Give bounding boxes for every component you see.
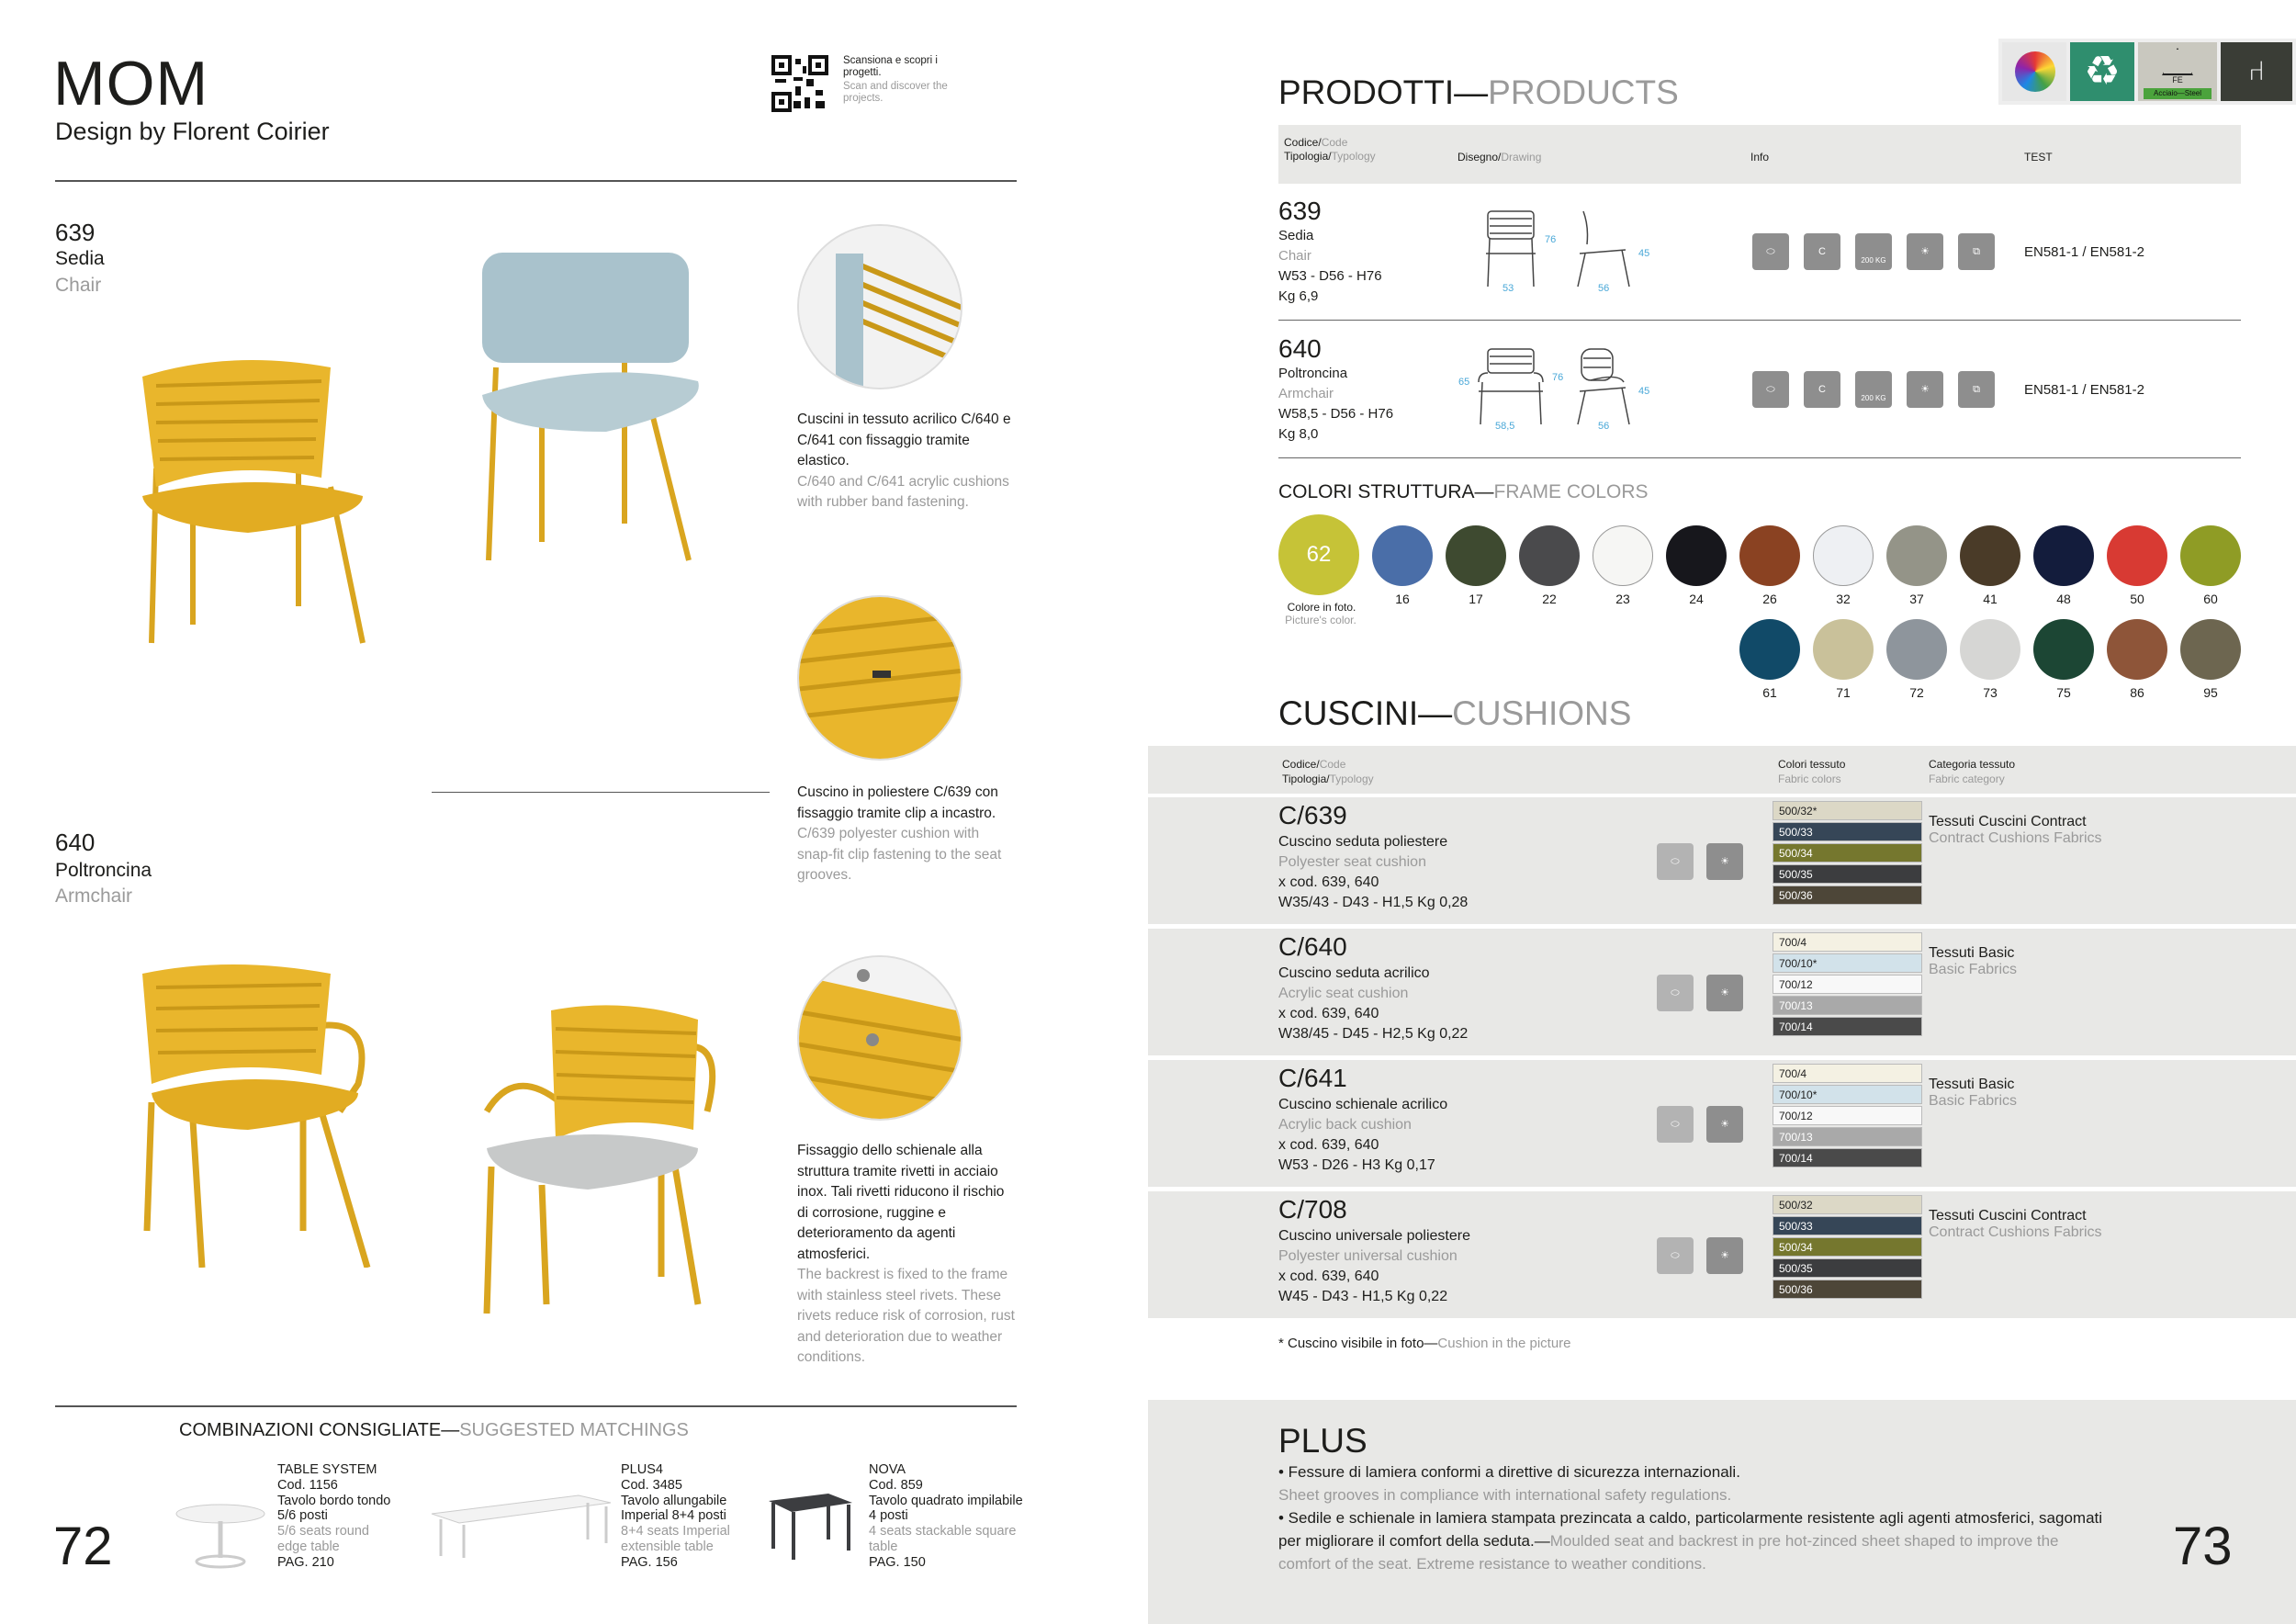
product-name-640-en: Armchair [55,885,133,907]
plus4-table-image [422,1486,615,1560]
qr-caption-it: Scansiona e scopri i progetti. [843,55,938,78]
fabric-swatch[interactable]: 500/34 [1773,843,1922,863]
h-typ-it: Tipologia/ [1284,150,1332,163]
m3-page: PAG. 150 [869,1554,926,1570]
plus1-en: Sheet grooves in compliance with international safety regulations. [1278,1486,1732,1504]
fabric-swatch[interactable]: 500/32 [1773,1195,1922,1214]
cushion-category: Tessuti Basic [1929,1077,2015,1092]
plus1-it: • Fessure di lamiera conformi a direttive di sicurezza internazionali. [1278,1463,1740,1481]
m2-en1: 8+4 seats Imperial [621,1524,730,1539]
weather-resistant-icon: ☀ [1706,1237,1743,1274]
cushion-for: x cod. 639, 640 [1278,874,1379,890]
cushion-code: C/708 [1278,1195,1347,1224]
ch-code-it: Codice/ [1282,758,1320,771]
cushion-en: Polyester universal cushion [1278,1248,1458,1264]
fabric-swatch[interactable]: 700/4 [1773,932,1922,952]
frame-color-label: 41 [1983,592,1998,606]
fabric-swatch[interactable]: 500/34 [1773,1237,1922,1257]
drawing-639-front [1480,208,1545,290]
row640-d3: 45 [1638,386,1650,397]
matching-en: SUGGESTED MATCHINGS [459,1420,689,1440]
cushion-code: C/639 [1278,801,1347,829]
weather-resistant-icon: ☀ [1706,975,1743,1011]
fabric-swatch[interactable]: 700/13 [1773,1127,1922,1146]
steel-label: Acciaio—Steel [2144,88,2212,99]
m2-code: Cod. 3485 [621,1477,682,1493]
cushion-row [1148,797,2296,924]
cushion-en: Acrylic seat cushion [1278,986,1409,1001]
footnote-en: Cushion in the picture [1437,1336,1571,1351]
cushion-row [1148,1060,2296,1187]
fabric-swatch[interactable]: 700/14 [1773,1148,1922,1167]
frame-color-label: 60 [2203,592,2218,606]
frame-colors-heading [1278,481,1649,503]
frame-color-label: 23 [1615,592,1630,606]
cushion-it: Cuscino seduta poliestere [1278,834,1448,850]
detail-rivets-image [797,955,962,1121]
plus-title: PLUS [1278,1422,1367,1460]
row640-it: Poltroncina [1278,366,1348,381]
cushion-dims: W45 - D43 - H1,5 Kg 0,22 [1278,1289,1448,1304]
m3-name: NOVA [869,1462,906,1477]
ch-code-en: Code [1319,758,1346,771]
recycle-icon: ♻ [2070,42,2134,101]
frame-color-swatch-48[interactable] [2033,525,2094,586]
weather-resistant-icon: ☀ [1907,371,1943,408]
cushion-icon: C [1804,233,1840,270]
row639-d1: 76 [1545,234,1557,245]
fabric-swatch[interactable]: 500/36 [1773,885,1922,905]
detail-clip-image [797,595,962,761]
frame-color-swatch-32[interactable] [1813,525,1874,586]
frame-color-label: 48 [2056,592,2071,606]
cushion-en: Polyester seat cushion [1278,854,1426,870]
nova-table-image [764,1488,856,1562]
frame-color-label: 24 [1689,592,1704,606]
footnote-it: * Cuscino visibile in foto— [1278,1336,1438,1351]
fabric-swatch[interactable]: 700/14 [1773,1017,1922,1036]
h-typ-en: Typology [1331,150,1376,163]
frame-color-swatch-75[interactable] [2033,619,2094,680]
match-nova[interactable] [869,1462,1023,1571]
frame-color-label: 75 [2056,685,2071,700]
fabric-swatch[interactable]: 500/33 [1773,822,1922,841]
frame-color-swatch-86[interactable] [2107,619,2167,680]
qr-caption-en: Scan and discover the projects. [843,81,948,104]
plus-text [1278,1460,2105,1575]
products-en: PRODUCTS [1488,73,1679,111]
photo-color-swatch[interactable] [1278,514,1359,595]
fabric-swatch[interactable]: 700/12 [1773,1106,1922,1125]
product-code-639: 639 [55,219,96,246]
ch-cat-it: Categoria tessuto [1929,758,2016,771]
ch-typ-en: Typology [1329,773,1374,785]
fe-label: FE [2172,75,2183,85]
m2-name: PLUS4 [621,1462,663,1477]
frame-color-swatch-61[interactable] [1739,619,1800,680]
cushion-it: Cuscino schienale acrilico [1278,1097,1448,1112]
cushions-en: CUSHIONS [1452,694,1632,732]
m1-en1: 5/6 seats round [277,1524,369,1539]
armchair-640-yellow-image [138,955,386,1268]
frame-color-swatch-22[interactable] [1519,525,1580,586]
row640-d1: 76 [1552,372,1564,383]
product-code-640: 640 [55,829,96,856]
cushion-category: Tessuti Basic [1929,945,2015,961]
frame-color-label: 86 [2130,685,2144,700]
m2-en2: extensible table [621,1539,714,1554]
m1-name: TABLE SYSTEM [277,1462,377,1477]
plus2-it: • Sedile e schienale in lamiera stampata prezincata a caldo, particolarmente resistente agli agenti atmosferici, sagomati per migliorare il comfort della seduta.— [1278,1509,2103,1550]
cushion-shape-icon: ⬭ [1657,1106,1694,1143]
m3-code: Cod. 859 [869,1477,923,1493]
cushion-it: Cuscino universale poliestere [1278,1228,1470,1244]
note1-en: C/640 and C/641 acrylic cushions with rubber band fastening. [797,473,1009,510]
product-row-639 [1278,193,2241,320]
frame-color-swatch-16[interactable] [1372,525,1433,586]
cushion-code: C/640 [1278,932,1347,961]
color-wheel-icon [2002,42,2066,101]
cushion-category-en: Contract Cushions Fabrics [1929,1224,2102,1240]
armchair-640-cushion-image [478,1001,726,1314]
frame-color-label: 17 [1469,592,1483,606]
frame-color-swatch-41[interactable] [1960,525,2020,586]
frame-color-label: 37 [1909,592,1924,606]
frame-color-label: 72 [1909,685,1924,700]
photo-color-caption-it: Colore in foto. [1287,601,1356,614]
cushion-shape-icon: ⬭ [1657,975,1694,1011]
cushion-shape-icon: ⬭ [1657,1237,1694,1274]
frame-color-swatch-73[interactable] [1960,619,2020,680]
seat-shape-icon: ⬭ [1752,371,1789,408]
ch-cat-en: Fabric category [1929,773,2005,785]
steel-recycling-icon [2138,42,2217,101]
fabric-swatch[interactable]: 700/4 [1773,1064,1922,1083]
table-system-image [174,1497,266,1571]
frame-color-label: 26 [1762,592,1777,606]
row639-d2: 53 [1503,283,1514,294]
row639-load: 200 KG [1861,256,1886,265]
m1-desc1: Tavolo bordo tondo [277,1493,391,1508]
cushion-footnote [1278,1336,1571,1351]
note2-en: C/639 polyester cushion with snap-fit clip fastening to the seat grooves. [797,826,1002,883]
fabric-swatch[interactable]: 700/10* [1773,1085,1922,1104]
matching-it: COMBINAZIONI CONSIGLIATE— [179,1420,460,1440]
product-row-640 [1278,331,2241,457]
product-name-640: Poltroncina [55,860,152,881]
colors-en: FRAME COLORS [1493,481,1649,502]
note-cushion-elastic [797,410,1018,513]
note3-en: The backrest is fixed to the frame with stainless steel rivets. These rivets reduce risk of corrosion, rust and deterioration due to weather conditions. [797,1267,1015,1365]
row639-kg: Kg 6,9 [1278,288,1319,304]
note-clip [797,783,1018,886]
plus2-en: Moulded seat and backrest in pre hot-zinced sheet shaped to improve the comfort of the seat. Extreme resistance to weather conditions. [1278,1532,2059,1573]
frame-color-label: 71 [1836,685,1851,700]
frame-color-label: 22 [1542,592,1557,606]
m2-page: PAG. 156 [621,1554,678,1570]
fabric-swatch[interactable]: 500/33 [1773,1216,1922,1235]
weather-resistant-icon: ☀ [1706,1106,1743,1143]
frame-color-label: 95 [2203,685,2218,700]
ch-typ-it: Tipologia/ [1282,773,1330,785]
fabric-swatch[interactable]: 700/13 [1773,996,1922,1015]
product-name-639-en: Chair [55,275,102,296]
header-rule [55,180,1017,182]
frame-color-swatch-37[interactable] [1886,525,1947,586]
frame-color-swatch-72[interactable] [1886,619,1947,680]
cushion-row [1148,1191,2296,1318]
row640-code: 640 [1278,334,1322,363]
h-draw-en: Drawing [1501,151,1542,164]
load-200kg-icon [1855,233,1892,270]
note-rivets [797,1141,1018,1369]
cushion-dims: W35/43 - D43 - H1,5 Kg 0,28 [1278,895,1469,910]
matching-heading [179,1420,689,1441]
ch-fab-en: Fabric colors [1778,773,1841,785]
products-it: PRODOTTI— [1278,73,1489,111]
cushion-category-en: Basic Fabrics [1929,962,2018,977]
fabric-swatch[interactable]: 700/10* [1773,953,1922,973]
m1-en2: edge table [277,1539,340,1554]
colors-it: COLORI STRUTTURA— [1278,481,1494,502]
brand-title: MOM [53,49,209,118]
page-number-right: 73 [2173,1517,2233,1576]
frame-color-label: 16 [1395,592,1410,606]
photo-color-code: 62 [1306,542,1332,567]
frame-color-swatch-23[interactable] [1593,525,1653,586]
m2-desc1: Tavolo allungabile [621,1493,727,1508]
chair-639-cushion-image [478,248,707,570]
cushion-dims: W38/45 - D45 - H2,5 Kg 0,22 [1278,1026,1469,1042]
drawing-640-side [1572,345,1637,428]
m1-desc2: 5/6 posti [277,1508,328,1524]
match-plus4[interactable] [621,1462,730,1571]
products-table-header [1278,125,2241,184]
h-code-it: Codice/ [1284,136,1322,149]
drawing-640-front [1475,345,1548,428]
m2-desc2: Imperial 8+4 posti [621,1508,726,1524]
cushion-shape-icon: ⬭ [1657,843,1694,880]
weather-resistant-icon: ☀ [1907,233,1943,270]
products-heading [1278,73,1679,112]
note3-it: Fissaggio dello schienale alla struttura tramite rivetti in acciaio inox. Tali rivetti riducono il rischio di corrosione, ruggine e deterioramento da agenti atmosferici. [797,1143,1005,1262]
match-table-system[interactable] [277,1462,390,1571]
note1-it: Cuscini in tessuto acrilico C/640 e C/641 con fissaggio tramite elastico. [797,412,1011,468]
cushion-icon: C [1804,371,1840,408]
row640-dims: W58,5 - D56 - H76 [1278,406,1394,422]
row639-it: Sedia [1278,228,1314,243]
row-rule-2 [1278,457,2241,458]
fabric-swatch[interactable]: 500/32* [1773,801,1922,820]
stackable-icon: ⧉ [1958,371,1995,408]
stackable-icon: ⧉ [1958,233,1995,270]
frame-color-label: 32 [1836,592,1851,606]
frame-color-label: 73 [1983,685,1998,700]
seat-shape-icon: ⬭ [1752,233,1789,270]
cushions-heading [1278,694,1631,733]
badges [1998,39,2296,105]
frame-color-swatch-95[interactable] [2180,619,2241,680]
cushions-table-header [1148,746,2296,794]
row639-test: EN581-1 / EN581-2 [2024,244,2144,260]
cushion-category: Tessuti Cuscini Contract [1929,1208,2087,1224]
cushion-en: Acrylic back cushion [1278,1117,1412,1133]
product-name-639: Sedia [55,248,105,269]
row640-test: EN581-1 / EN581-2 [2024,382,2144,398]
chair-type-icon: ⑁ [2221,42,2292,101]
fabric-swatch[interactable]: 500/35 [1773,1258,1922,1278]
cushion-for: x cod. 639, 640 [1278,1006,1379,1021]
frame-color-swatch-71[interactable] [1813,619,1874,680]
ch-fab-it: Colori tessuto [1778,758,1846,771]
row-rule-1 [1278,320,2241,321]
cushion-code: C/641 [1278,1064,1347,1092]
row640-d2: 58,5 [1495,421,1515,432]
row640-load: 200 KG [1861,394,1886,402]
note2-it: Cuscino in poliestere C/639 con fissaggio tramite clip a incastro. [797,784,998,821]
frame-color-label: 61 [1762,685,1777,700]
row640-kg: Kg 8,0 [1278,426,1319,442]
chair-639-yellow-image [138,349,377,652]
m1-code: Cod. 1156 [277,1477,338,1493]
cushions-it: CUSCINI— [1278,694,1453,732]
weather-resistant-icon: ☀ [1706,843,1743,880]
m3-desc2: 4 posti [869,1508,908,1524]
cushion-category-en: Basic Fabrics [1929,1093,2018,1109]
frame-color-swatch-60[interactable] [2180,525,2241,586]
h-code-en: Code [1321,136,1348,149]
fabric-swatch[interactable]: 500/36 [1773,1280,1922,1299]
matching-rule [55,1405,1017,1407]
row639-d4: 56 [1598,283,1610,294]
m3-en2: table [869,1539,898,1554]
row639-en: Chair [1278,248,1311,264]
frame-color-swatch-26[interactable] [1739,525,1800,586]
m1-page: PAG. 210 [277,1554,334,1570]
qr-code-icon[interactable] [771,55,828,112]
cushion-category: Tessuti Cuscini Contract [1929,814,2087,829]
designer-subtitle: Design by Florent Coirier [55,118,330,145]
frame-color-swatch-24[interactable] [1666,525,1727,586]
cushion-dims: W53 - D26 - H3 Kg 0,17 [1278,1157,1435,1173]
drawing-639-side [1572,208,1637,290]
frame-color-swatch-17[interactable] [1446,525,1506,586]
frame-color-swatch-50[interactable] [2107,525,2167,586]
fabric-swatch[interactable]: 700/12 [1773,975,1922,994]
row639-d3: 45 [1638,248,1650,259]
h-draw-it: Disegno/ [1458,151,1502,164]
row640-d4: 56 [1598,421,1610,432]
fabric-swatch[interactable]: 500/35 [1773,864,1922,884]
row640-d0: 65 [1458,377,1470,388]
cushion-row [1148,929,2296,1055]
photo-color-caption-en: Picture's color. [1285,614,1356,626]
frame-color-label: 50 [2130,592,2144,606]
page-number-left: 72 [53,1517,113,1576]
cushion-it: Cuscino seduta acrilico [1278,965,1430,981]
cushion-for: x cod. 639, 640 [1278,1137,1379,1153]
cushion-for: x cod. 639, 640 [1278,1269,1379,1284]
load-200kg-icon [1855,371,1892,408]
detail-cushion-elastic-image [797,224,962,389]
m3-desc1: Tavolo quadrato impilabile [869,1493,1023,1508]
m3-en1: 4 seats stackable square [869,1524,1017,1539]
h-test: TEST [2024,151,2053,164]
section-rule [432,792,770,793]
row640-en: Armchair [1278,386,1334,401]
row639-code: 639 [1278,197,1322,225]
cushion-category-en: Contract Cushions Fabrics [1929,830,2102,846]
row639-dims: W53 - D56 - H76 [1278,268,1382,284]
h-info: Info [1750,151,1770,164]
